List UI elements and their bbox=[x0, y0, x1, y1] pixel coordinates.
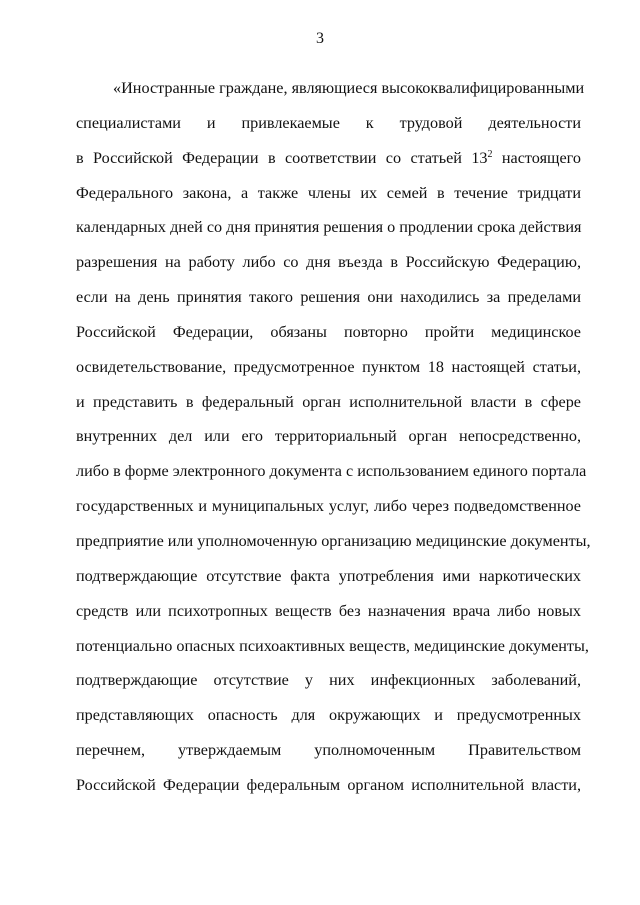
text-line: «Иностранные граждане, являющиеся высококвалифицированными bbox=[113, 79, 585, 97]
text-line: Российской Федерации, обязаны повторно пройти медицинское bbox=[76, 322, 581, 341]
text-line: и представить в федеральный орган исполнительной власти в сфере bbox=[76, 392, 581, 411]
text-line: Российской Федерации федеральным органом исполнительной власти, bbox=[76, 775, 581, 794]
text-line: специалистами и привлекаемые к трудовой деятельности bbox=[76, 113, 581, 132]
text-line: если на день принятия такого решения они находились за пределами bbox=[76, 288, 581, 307]
text-segment: в Российской Федерации в соответствии со статьей 13 bbox=[76, 148, 488, 167]
superscript: 2 bbox=[487, 148, 493, 160]
text-line: внутренних дел или его территориальный орган непосредственно, bbox=[76, 427, 581, 446]
text-line-with-superscript bbox=[76, 146, 581, 181]
text-line: либо в форме электронного документа с использованием единого портала bbox=[76, 462, 587, 481]
page-number: 3 bbox=[316, 30, 324, 47]
text-line: календарных дней со дня принятия решения о продлении срока действия bbox=[76, 218, 582, 237]
text-line: освидетельствование, предусмотренное пунктом 18 настоящей статьи, bbox=[76, 357, 581, 376]
document-body bbox=[76, 76, 591, 808]
text-line: разрешения на работу либо со дня въезда в Российскую Федерацию, bbox=[76, 253, 581, 272]
text-line: средств или психотропных веществ без назначения врача либо новых bbox=[76, 601, 581, 620]
text-line: подтверждающие отсутствие у них инфекционных заболеваний, bbox=[76, 671, 581, 690]
text-line: потенциально опасных психоактивных веществ, медицинские документы, bbox=[76, 636, 589, 655]
text-line: предприятие или уполномоченную организацию медицинские документы, bbox=[76, 531, 591, 550]
text-segment: настоящего bbox=[492, 148, 581, 167]
text-line: перечнем, утверждаемым уполномоченным Правительством bbox=[76, 741, 581, 760]
text-line: подтверждающие отсутствие факта употребления ими наркотических bbox=[76, 566, 581, 585]
text-line: представляющих опасность для окружающих и предусмотренных bbox=[76, 706, 581, 725]
text-line: Федерального закона, а также члены их семей в течение тридцати bbox=[76, 183, 581, 202]
text-line: государственных и муниципальных услуг, либо через подведомственное bbox=[76, 497, 581, 516]
